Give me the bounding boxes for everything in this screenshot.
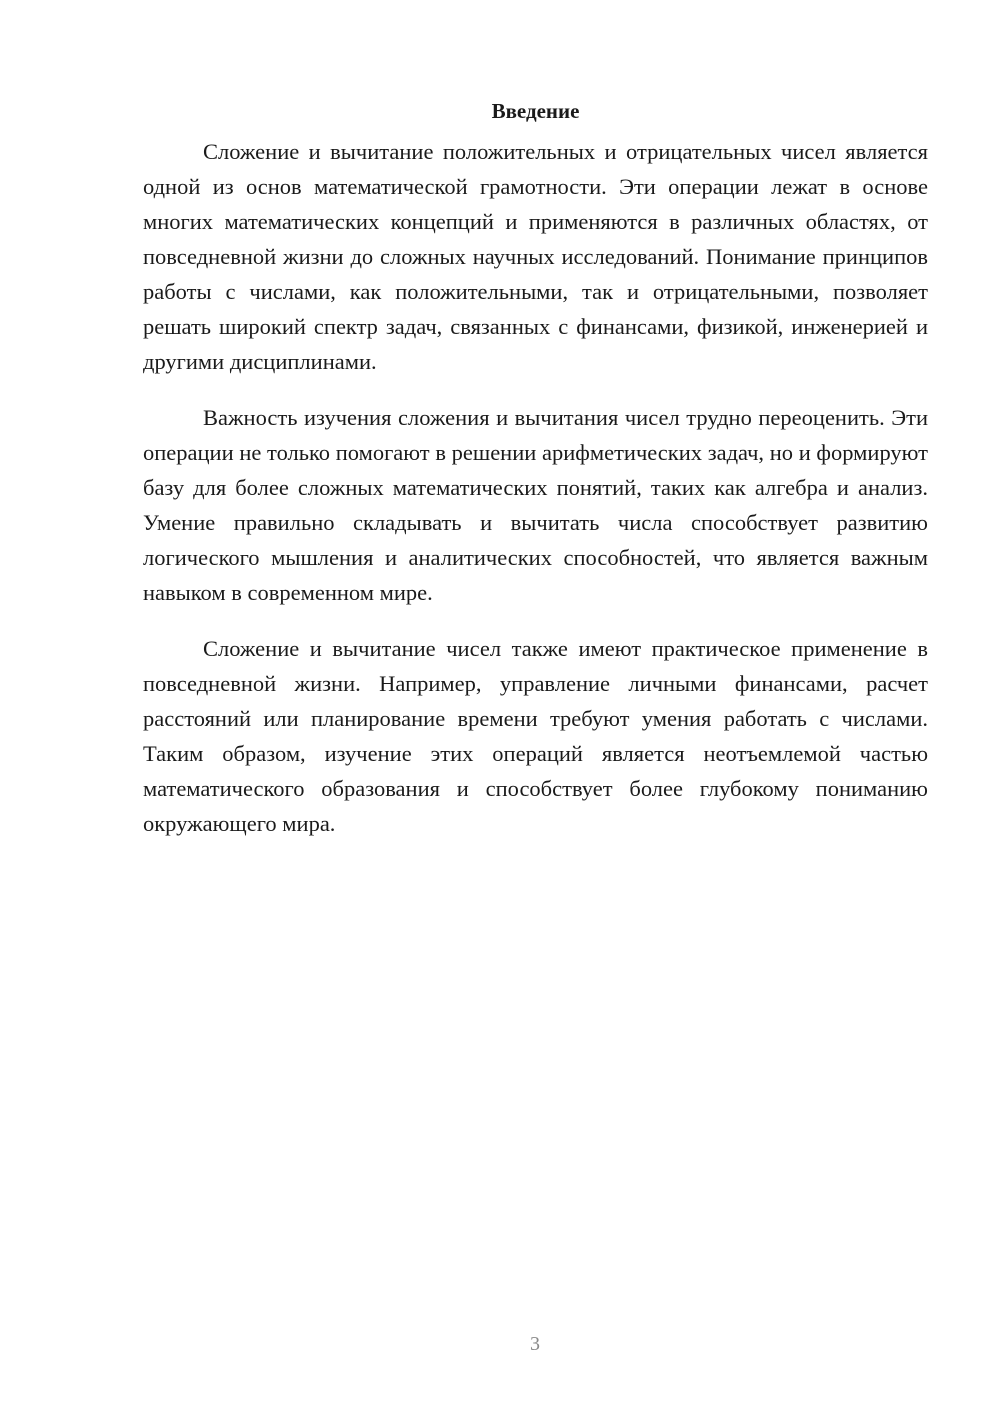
paragraph-importance: Важность изучения сложения и вычитания чисел трудно переоценить. Эти операции не только помогают в решении арифметических задач, но и формируют базу для более сложных математических понятий, таких как алгебра и анализ. Умение правильно складывать и вычитать числа способствует развитию логического мышления и аналитических способностей, что является важным навыком в современном мире. [143, 405, 928, 605]
paragraph-practical: Сложение и вычитание чисел также имеют практическое применение в повседневной жизни. Например, управление личными финансами, расчет расстояний или планирование времени требуют умения работать с числами. Таким образом, изучение этих операций является неотъемлемой частью математического образования и способствует более глубокому пониманию окружающего мира. [143, 636, 928, 836]
paragraph-intro: Сложение и вычитание положительных и отрицательных чисел является одной из основ математической грамотности. Эти операции лежат в основе многих математических концепций и применяются в различных областях, от повседневной жизни до сложных научных исследований. Понимание принципов работы с числами, как положительными, так и отрицательными, позволяет решать широкий спектр задач, связанных с финансами, физикой, инженерией и другими дисциплинами. [143, 139, 928, 374]
section-heading: Введение [491, 99, 580, 123]
page-number: 3 [530, 1333, 540, 1355]
page-content [143, 96, 928, 862]
